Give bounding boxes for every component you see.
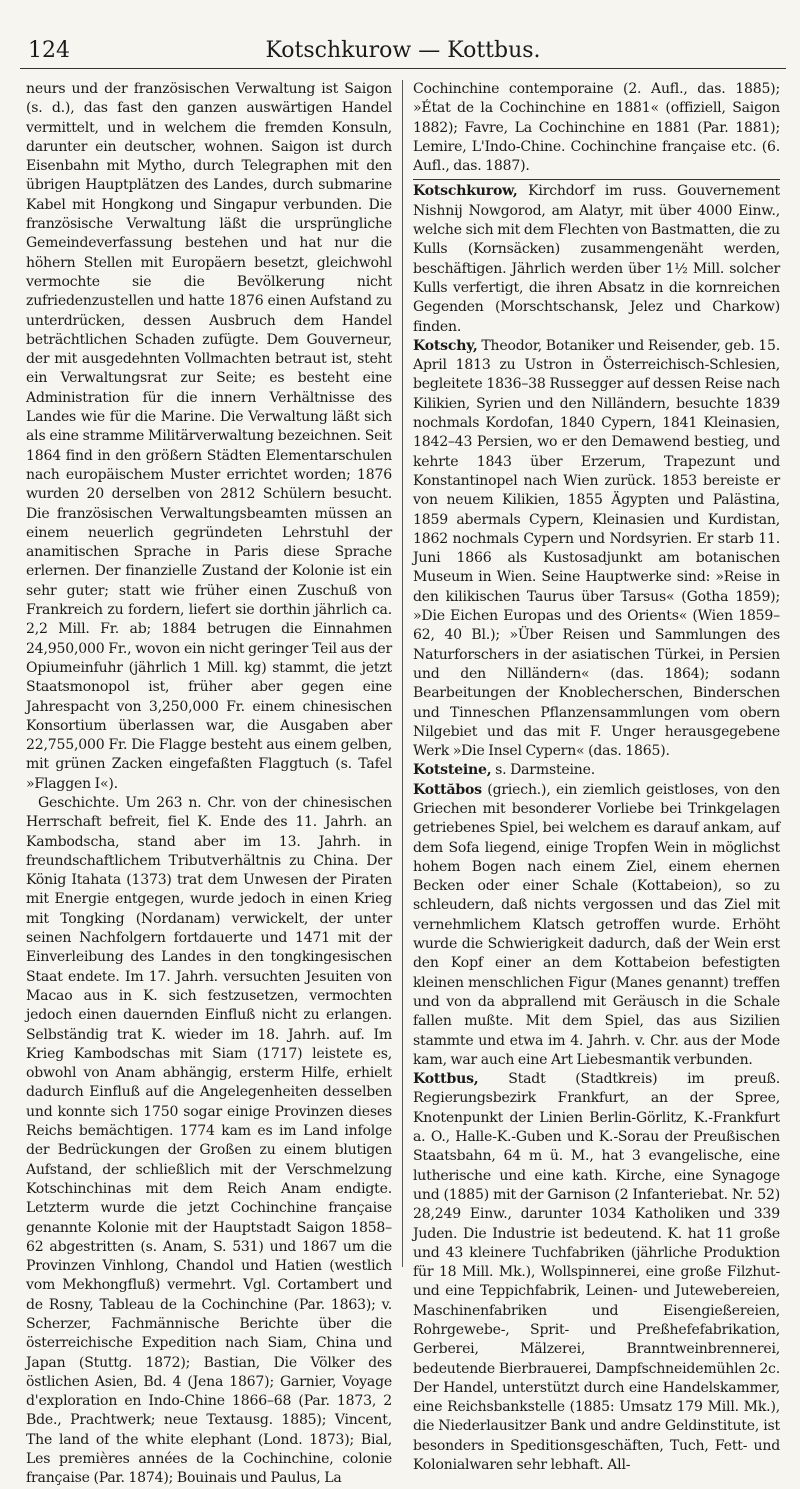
headword: Kottbus, (413, 1071, 479, 1088)
paragraph-history: Geschichte. Um 263 n. Chr. von der chinesischen Herrschaft befreit, fiel K. Ende des 11. Jahrh. an Kambodscha, stand aber im 13. Jahrh. in freundschaftlichem Tributverhältnis zu China. Der König Itahata (1373) trat dem Unwesen der Piraten mit Energie entgegen, wurde jedoch in einen Krieg mit Tongking (Nordanam) verwickelt, der unter seinen Nachfolgern fortdauerte und 1471 mit der Einverleibung des Landes in den tongkingesischen Staat endete. Im 17. Jahrh. versuchten Jesuiten von Macao aus in K. sich festzusetzen, vermochten jedoch einen dauernden Einfluß nicht zu erlangen. Selbständig trat K. wieder im 18. Jahrh. auf. Im Krieg Kambodschas mit Siam (1717) leistete es, obwohl von Anam abhängig, ersterm Hilfe, erhielt dadurch Einfluß auf die Angelegenheiten desselben und konnte sich 1750 sogar einige Provinzen dieses Reichs bemächtigen. 1774 kam es im Land infolge der Bedrückungen der Großen zu einem blutigen Aufstand, der schließlich mit der Verschmelzung Kotschinchinas mit dem Reich Anam endigte. Letzterm wurde die jetzt Cochinchine française genannte Kolonie mit der Hauptstadt Saigon 1858–62 abgestritten (s. Anam, S. 531) und 1867 um die Provinzen Vinhlong, Chandol und Hatien (westlich vom Mekhongfluß) vermehrt. Vgl. Cortambert und de Rosny, Tableau de la Cochinchine (Par. 1863); v. Scherzer, Fachmännische Berichte über die österreichische Expedition nach Siam, China und Japan (Stuttg. 1872); Bastian, Die Völker des östlichen Asien, Bd. 4 (Jena 1867); Garnier, Voyage d'exploration en Indo-Chine 1866–68 (Par. 1873, 2 Bde., Prachtwerk; neue Textausg. 1885); Vincent, The land of the white elephant (Lond. 1873); Bial, Les premières années de la Cochinchine, colonie française (Par. 1874); Bouinais und Paulus, La (26, 794, 392, 1487)
entry-kotschkurow (413, 182, 780, 336)
paragraph-administration: neurs und der französischen Verwaltung ist Saigon (s. d.), das fast den ganzen auswärtigen Handel vermittelt, und in welchem die fremden Konsuln, darunter ein deutscher, wohnen. Saigon ist durch Eisenbahn mit Mytho, durch Telegraphen mit den übrigen Hauptplätzen des Landes, durch submarine Kabel mit Hongkong und Singapur verbunden. Die französische Verwaltung läßt die ursprüngliche Gemeindeverfassung bestehen und hat nur die höhern Stellen mit Europäern besetzt, gleichwohl vermochte sie die Bevölkerung nicht zufriedenzustellen und hatte 1876 einen Aufstand zu unterdrücken, dessen Ausbruch dem Handel beträchtlichen Schaden zufügte. Dem Gouverneur, der mit ausgedehnten Vollmachten betraut ist, steht ein Verwaltungsrat zur Seite; es besteht eine Administration für die innern Verhältnisse des Landes wie für die Marine. Die Verwaltung läßt sich als eine stramme Militärverwaltung bezeichnen. Seit 1864 find in den größern Städten Elementarschulen nach europäischem Muster errichtet worden; 1876 wurden 20 derselben von 2812 Schülern besucht. Die französischen Verwaltungsbeamten müssen an einem neuerlich gegründeten Lehrstuhl der anamitischen Sprache in Paris diese Sprache erlernen. Der finanzielle Zustand der Kolonie ist ein sehr guter; statt wie früher einen Zuschuß von Frankreich zu fordern, liefert sie dorthin jährlich ca. 2,2 Mill. Fr. ab; 1884 betrugen die Einnahmen 24,950,000 Fr., wovon ein nicht geringer Teil aus der Opiumeinfuhr (jährlich 1 Mill. kg) stammt, die jetzt Staatsmonopol ist, früher aber gegen eine Jahrespacht von 3,250,000 Fr. einem chinesischen Konsortium überlassen war, die Ausgaben aber 22,755,000 Fr. Die Flagge besteht aus einem gelben, mit grünen Zacken eingefaßten Flaggtuch (s. Tafel »Flaggen I«). (26, 81, 392, 792)
entry-divider (413, 179, 780, 180)
entry-text: Kirchdorf im russ. Gouvernement Nishnij Nowgorod, am Alatyr, mit über 4000 Einw., welche sich mit dem Flechten von Bastmatten, die zu Kulls (Kornsäcken) zusammengenäht werden, beschäftigen. Jährlich werden über 1½ Mill. solcher Kulls verfertigt, die ihren Absatz in die kornreichen Gegenden (Morschtschansk, Jelez und Charkow) finden. (413, 183, 780, 335)
page-number: 124 (28, 38, 70, 63)
entry-text: Stadt (Stadtkreis) im preuß. Regierungsbezirk Frankfurt, an der Spree, Knotenpunkt der Linien Berlin-Görlitz, K.-Frankfurt a. O., Halle-K.-Guben und K.-Sorau der Preußischen Staatsbahn, 64 m ü. M., hat 3 evangelische, eine lutherische und eine kath. Kirche, eine Synagoge und (1885) mit der Garnison (2 Infanteriebat. Nr. 52) 28,249 Einw., darunter 1034 Katholiken und 339 Juden. Die Industrie ist bedeutend. K. hat 11 große und 43 kleinere Tuchfabriken (jährliche Produktion für 18 Mill. Mk.), Wollspinnerei, eine große Filzhut- und eine Teppichfabrik, Leinen- und Jutewebereien, Maschinenfabriken und Eisengießereien, Rohrgewebe-, Sprit- und Preßhefefabrikation, Gerberei, Mälzerei, Branntweinbrennerei, bedeutende Bierbrauerei, Dampfschneidemühlen 2c. Der Handel, unterstützt durch eine Handelskammer, eine Reichsbankstelle (1885: Umsatz 179 Mill. Mk.), die Niederlausitzer Bank und andre Geldinstitute, ist besonders in Speditionsgeschäften, Tuch, Fett- und Kolonialwaren sehr lebhaft. All- (413, 1071, 780, 1474)
entry-kotsteine (413, 761, 780, 780)
entry-text: (griech.), ein ziemlich geistloses, von den Griechen mit besonderer Vorliebe bei Trinkgelagen getriebenes Spiel, bei welchem es darauf ankam, auf dem Sofa liegend, einige Tropfen Wein in möglichst hohem Bogen nach einem Ziel, einem ehernen Becken oder einer Schale (Kottabeion), so zu schleudern, daß nichts vergossen und das Ziel mit vernehmlichem Klatsch getroffen wurde. Erhöht wurde die Schwierigkeit dadurch, daß der Wein erst den Kopf einer an dem Kottabeion befestigten kleinen menschlichen Figur (Manes genannt) treffen und von da abprallend mit Geräusch in die Schale fallen mußte. Mit dem Spiel, das aus Sizilien stammte und etwa im 4. Jahrh. v. Chr. aus der Mode kam, war auch eine Art Liebesmantik verbunden. (413, 781, 780, 1068)
headword: Kottăbos (413, 781, 482, 798)
left-column (20, 80, 403, 1487)
page-header (20, 38, 786, 69)
text-columns (20, 80, 786, 1487)
right-column (403, 80, 786, 1474)
running-title: Kotschkurow — Kottbus. (265, 38, 541, 63)
entry-kottbus (413, 1070, 780, 1475)
entry-kotschy (413, 337, 780, 762)
headword: Kotschy, (413, 337, 478, 354)
entry-kottabos (413, 781, 780, 1070)
paragraph-bibliography-continued: Cochinchine contemporaine (2. Aufl., das. 1885); »État de la Cochinchine en 1881« (offiziell, Saigon 1882); Favre, La Cochinchine en 1881 (Par. 1881); Lemire, L'Indo-Chine. Cochinchine française etc. (6. Aufl., das. 1887). (413, 81, 780, 175)
entry-text: Theodor, Botaniker und Reisender, geb. 15. April 1813 zu Ustron in Österreichisch-Schlesien, begleitete 1836–38 Russegger auf dessen Reise nach Kilikien, Syrien und den Nilländern, besuchte 1839 nochmals Kordofan, 1840 Cypern, 1841 Kleinasien, 1842–43 Persien, wo er den Demawend bestieg, und kehrte 1843 über Erzerum, Trapezunt und Konstantinopel nach Wien zurück. 1853 bereiste er von neuem Kilikien, 1855 Ägypten und Palästina, 1859 abermals Cypern, Kleinasien und Kurdistan, 1862 nochmals Cypern und Nordsyrien. Er starb 11. Juni 1866 als Kustosadjunkt am botanischen Museum in Wien. Seine Hauptwerke sind: »Reise in den kilikischen Taurus über Tarsus« (Gotha 1859); »Die Eichen Europas und des Orients« (Wien 1859–62, 40 Bl.); »Über Reisen und Sammlungen des Naturforschers in der asiatischen Türkei, in Persien und den Nilländern« (das. 1864); sodann Bearbeitungen der Knoblecherschen, Binderschen und Tinneschen Pflanzensammlungen vom obern Nilgebiet und das mit F. Unger herausgegebene Werk »Die Insel Cypern« (das. 1865). (413, 337, 780, 760)
headword: Kotsteine, (413, 762, 492, 779)
entry-text: s. Darmsteine. (491, 762, 596, 779)
headword: Kotschkurow, (413, 183, 518, 200)
